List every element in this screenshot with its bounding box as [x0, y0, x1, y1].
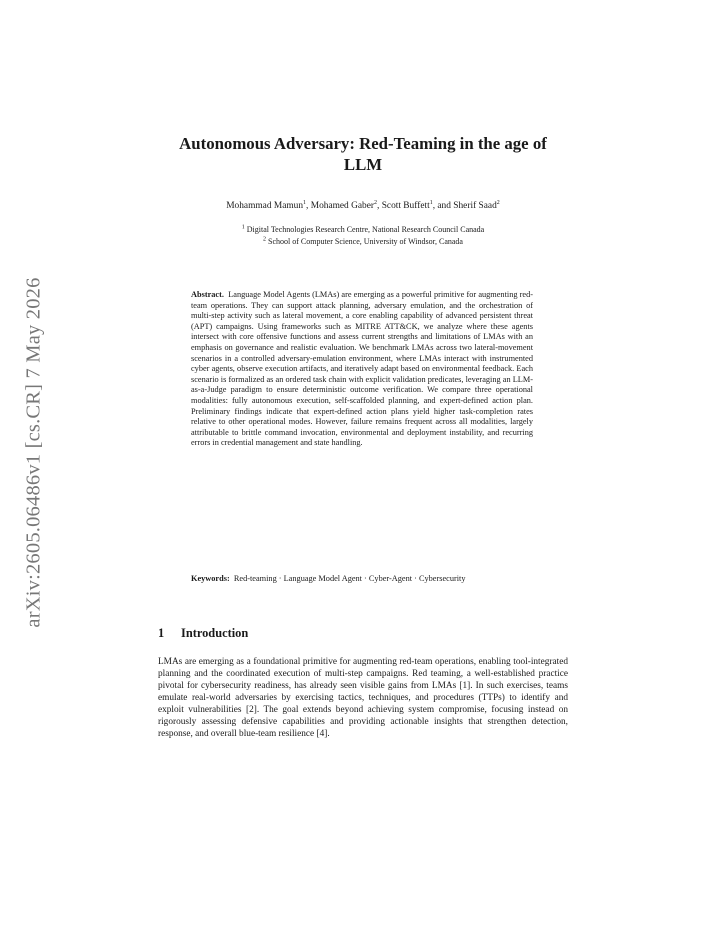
author-name: Mohammad Mamun: [226, 201, 304, 211]
abstract-text: Language Model Agents (LMAs) are emerging as a powerful primitive for augmenting red-team operations. They can support attack planning, adversary emulation, and the orchestration of multi-step activity such as lateral movement, a core enabling capability of advanced persistent threat (APT) campaigns. Using frameworks such as MITRE ATT&CK, we analyze where these agents intersect with core offensive functions and assess current strengths and limitations of LMAs with an emphasis on governance and realistic evaluation. We benchmark LMAs across two lateral-movement scenarios in a controlled adversary-emulation environment, where LMAs interact with instrumented cyber agents, observe execution artifacts, and iteratively adapt based on environmental feedback. Each scenario is formalized as an ordered task chain with explicit validation predicates, leveraging an LLM-as-a-Judge paradigm to ensure deterministic outcome verification. We compare three operational modalities: fully autonomous execution, self-scaffolded planning, and expert-defined action plan. Preliminary findings indicate that expert-defined action plans yield higher task-completion rates relative to other operational modes. However, failure remains frequent across all modalities, largely attributable to brittle command invocation, environmental and deployment instability, and recurring errors in credential management and state handling.: [191, 290, 533, 448]
affiliation-mark: 2: [263, 236, 267, 243]
arxiv-identifier-text: arXiv:2605.06486v1 [cs.CR] 7 May 2026: [22, 276, 45, 628]
introduction-paragraph: LMAs are emerging as a foundational primitive for augmenting red-team operations, enabling tool-integrated planning and the coordinated execution of multi-step campaigns. Red teaming, a well-established practice pivotal for cybersecurity readiness, has already seen visible gains from LMAs [1]. In such exercises, teams emulate real-world adversaries by exercising tactics, techniques, and procedures (TTPs) to identify and exploit vulnerabilities [2]. The goal extends beyond achieving system compromise, focusing instead on rigorously assessing defensive capabilities and providing actionable insights that strengthen detection, response, and overall blue-team resilience [4].: [158, 657, 568, 739]
abstract: [191, 290, 533, 449]
paper-title: Autonomous Adversary: Red-Teaming in the age of LLM: [179, 134, 547, 174]
section-heading: [158, 625, 568, 641]
author-affiliation-mark: 2: [496, 199, 500, 206]
author-affiliation-mark: 1: [303, 199, 307, 206]
keywords: [191, 574, 533, 585]
author-separator: ,: [306, 201, 311, 211]
arxiv-identifier-stamp: [14, 262, 54, 642]
author-name: Scott Buffett: [381, 201, 430, 211]
author-affiliation-mark: 2: [374, 199, 377, 206]
affiliation-text: Digital Technologies Research Centre, National Research Council Canada: [246, 225, 485, 234]
affiliation-list: [158, 224, 568, 248]
author-name: Sherif Saad: [453, 201, 497, 211]
keywords-text: Red-teaming · Language Model Agent · Cyber-Agent · Cybersecurity: [233, 574, 466, 583]
section-number: 1: [158, 626, 165, 640]
author-separator: , and: [432, 201, 454, 211]
affiliation-line: [158, 224, 568, 236]
affiliation-text: School of Computer Science, University of Windsor, Canada: [268, 237, 463, 246]
abstract-label: Abstract.: [191, 290, 224, 299]
section-title: Introduction: [181, 626, 249, 640]
author-name: Mohamed Gaber: [310, 201, 374, 211]
author-affiliation-mark: 1: [429, 199, 433, 206]
keywords-label: Keywords:: [191, 574, 230, 583]
author-separator: ,: [377, 201, 382, 211]
affiliation-line: [158, 236, 568, 248]
author-list: [158, 200, 568, 213]
affiliation-mark: 1: [241, 224, 245, 231]
